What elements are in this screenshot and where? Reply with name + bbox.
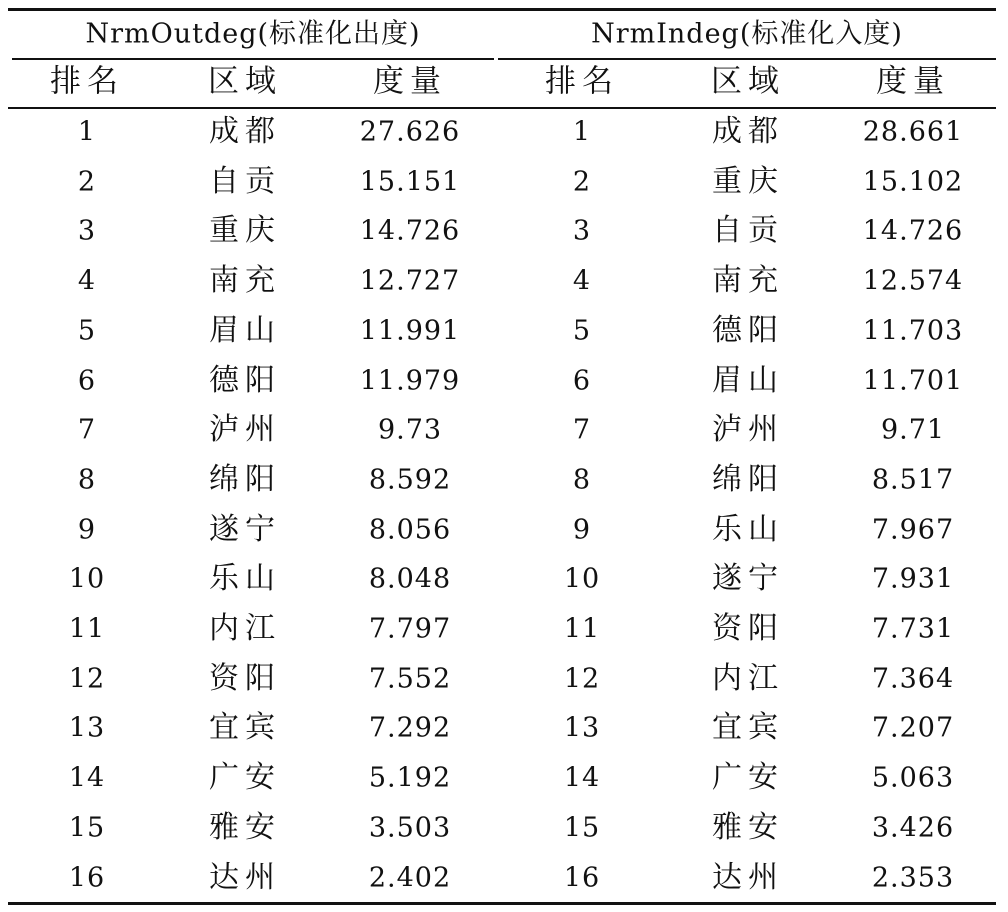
measure-cell-outdeg: 8.056 bbox=[368, 514, 452, 546]
rank-cell-outdeg: 9 bbox=[77, 514, 97, 546]
region-cell-indeg: 重庆 bbox=[712, 163, 784, 199]
region-cell-outdeg: 自贡 bbox=[209, 163, 281, 199]
rank-cell-outdeg: 4 bbox=[77, 265, 97, 297]
rank-cell-outdeg: 10 bbox=[68, 563, 106, 595]
region-cell-outdeg: 达州 bbox=[209, 859, 281, 895]
rank-cell-outdeg: 3 bbox=[77, 215, 97, 247]
measure-header-outdeg: 度量 bbox=[373, 63, 447, 100]
region-cell-indeg: 泸州 bbox=[712, 412, 784, 448]
measure-cell-indeg: 5.063 bbox=[871, 762, 955, 794]
rank-header-outdeg: 排名 bbox=[50, 63, 124, 100]
region-cell-indeg: 德阳 bbox=[712, 312, 784, 348]
region-cell-outdeg: 成都 bbox=[209, 114, 281, 149]
measure-cell-indeg: 7.967 bbox=[871, 514, 955, 546]
rank-cell-outdeg: 6 bbox=[77, 365, 97, 396]
rank-cell-outdeg: 7 bbox=[77, 414, 97, 446]
measure-cell-indeg: 7.207 bbox=[871, 712, 955, 744]
rank-cell-indeg: 8 bbox=[572, 464, 592, 496]
rank-cell-indeg: 16 bbox=[563, 862, 601, 893]
region-cell-outdeg: 德阳 bbox=[209, 362, 281, 398]
measure-cell-outdeg: 15.151 bbox=[359, 166, 461, 198]
measure-cell-outdeg: 2.402 bbox=[368, 862, 452, 893]
region-cell-indeg: 宜宾 bbox=[712, 710, 784, 746]
rank-cell-outdeg: 2 bbox=[77, 166, 97, 198]
measure-cell-indeg: 7.931 bbox=[871, 563, 955, 595]
rank-cell-outdeg: 5 bbox=[77, 315, 97, 347]
region-cell-outdeg: 眉山 bbox=[209, 312, 281, 348]
region-header-outdeg: 区域 bbox=[208, 63, 282, 100]
region-cell-outdeg: 绵阳 bbox=[209, 461, 281, 497]
rank-cell-indeg: 12 bbox=[563, 663, 601, 695]
rank-cell-indeg: 10 bbox=[563, 563, 601, 595]
rank-cell-indeg: 13 bbox=[563, 712, 601, 744]
measure-cell-outdeg: 9.73 bbox=[377, 414, 443, 446]
rank-cell-outdeg: 1 bbox=[77, 116, 97, 148]
measure-header-indeg: 度量 bbox=[876, 63, 950, 100]
measure-cell-outdeg: 27.626 bbox=[359, 116, 461, 148]
measure-cell-indeg: 12.574 bbox=[862, 265, 964, 297]
rank-cell-indeg: 9 bbox=[572, 514, 592, 546]
rank-cell-indeg: 7 bbox=[572, 414, 592, 446]
measure-cell-outdeg: 7.292 bbox=[368, 712, 452, 744]
measure-cell-outdeg: 8.048 bbox=[368, 563, 452, 595]
rank-cell-outdeg: 8 bbox=[77, 464, 97, 496]
measure-cell-outdeg: 12.727 bbox=[359, 265, 461, 297]
region-cell-indeg: 遂宁 bbox=[712, 561, 784, 597]
measure-cell-indeg: 28.661 bbox=[862, 116, 964, 148]
region-cell-outdeg: 泸州 bbox=[209, 412, 281, 448]
region-cell-indeg: 雅安 bbox=[712, 809, 784, 845]
measure-cell-outdeg: 8.592 bbox=[368, 464, 452, 496]
rank-cell-indeg: 5 bbox=[572, 315, 592, 347]
measure-cell-indeg: 2.353 bbox=[871, 862, 955, 893]
region-cell-indeg: 南充 bbox=[712, 263, 784, 299]
rank-cell-indeg: 6 bbox=[572, 365, 592, 396]
rank-cell-outdeg: 13 bbox=[68, 712, 106, 744]
measure-cell-outdeg: 7.552 bbox=[368, 663, 452, 695]
group-title-indeg: NrmIndeg(标准化入度) bbox=[591, 18, 903, 50]
rank-cell-outdeg: 15 bbox=[68, 812, 106, 844]
rank-cell-outdeg: 11 bbox=[68, 613, 106, 645]
rank-cell-indeg: 15 bbox=[563, 812, 601, 844]
group-rule-outdeg bbox=[12, 58, 494, 60]
region-cell-outdeg: 南充 bbox=[209, 263, 281, 299]
region-cell-outdeg: 宜宾 bbox=[209, 710, 281, 746]
measure-cell-indeg: 11.701 bbox=[862, 365, 964, 396]
region-cell-indeg: 乐山 bbox=[712, 511, 784, 547]
measure-cell-indeg: 8.517 bbox=[871, 464, 955, 496]
measure-cell-indeg: 11.703 bbox=[862, 315, 964, 347]
measure-cell-outdeg: 5.192 bbox=[368, 762, 452, 794]
group-rule-indeg bbox=[498, 58, 996, 60]
measure-cell-indeg: 7.364 bbox=[871, 663, 955, 695]
measure-cell-indeg: 9.71 bbox=[880, 414, 946, 446]
region-cell-indeg: 成都 bbox=[712, 114, 784, 149]
measure-cell-outdeg: 11.991 bbox=[359, 315, 461, 347]
region-cell-indeg: 自贡 bbox=[712, 213, 784, 249]
rank-cell-outdeg: 14 bbox=[68, 762, 106, 794]
region-cell-indeg: 内江 bbox=[712, 660, 784, 696]
rank-cell-outdeg: 12 bbox=[68, 663, 106, 695]
region-cell-outdeg: 乐山 bbox=[209, 561, 281, 597]
region-cell-outdeg: 雅安 bbox=[209, 809, 281, 845]
region-cell-indeg: 资阳 bbox=[712, 611, 784, 646]
region-cell-indeg: 达州 bbox=[712, 859, 784, 895]
table-bottom-rule bbox=[8, 902, 996, 905]
rank-cell-indeg: 1 bbox=[572, 116, 592, 148]
measure-cell-indeg: 7.731 bbox=[871, 613, 955, 645]
rank-cell-indeg: 4 bbox=[572, 265, 592, 297]
rank-cell-indeg: 3 bbox=[572, 215, 592, 247]
rank-cell-outdeg: 16 bbox=[68, 862, 106, 893]
region-cell-outdeg: 广安 bbox=[209, 760, 281, 796]
measure-cell-outdeg: 11.979 bbox=[359, 365, 461, 396]
rank-cell-indeg: 11 bbox=[563, 613, 601, 645]
region-cell-indeg: 广安 bbox=[712, 760, 784, 796]
region-header-indeg: 区域 bbox=[711, 63, 785, 100]
measure-cell-outdeg: 7.797 bbox=[368, 613, 452, 645]
group-title-outdeg: NrmOutdeg(标准化出度) bbox=[85, 18, 421, 50]
region-cell-outdeg: 重庆 bbox=[209, 213, 281, 249]
region-cell-outdeg: 内江 bbox=[209, 611, 281, 646]
measure-cell-indeg: 3.426 bbox=[871, 812, 955, 844]
measure-cell-indeg: 14.726 bbox=[862, 215, 964, 247]
table-top-rule bbox=[8, 8, 996, 11]
region-cell-indeg: 绵阳 bbox=[712, 461, 784, 497]
header-bottom-rule bbox=[8, 107, 996, 109]
measure-cell-indeg: 15.102 bbox=[862, 166, 964, 198]
region-cell-outdeg: 遂宁 bbox=[209, 511, 281, 547]
rank-header-indeg: 排名 bbox=[545, 63, 619, 100]
region-cell-indeg: 眉山 bbox=[712, 362, 784, 398]
rank-cell-indeg: 14 bbox=[563, 762, 601, 794]
rank-cell-indeg: 2 bbox=[572, 166, 592, 198]
region-cell-outdeg: 资阳 bbox=[209, 660, 281, 696]
measure-cell-outdeg: 3.503 bbox=[368, 812, 452, 844]
measure-cell-outdeg: 14.726 bbox=[359, 215, 461, 247]
